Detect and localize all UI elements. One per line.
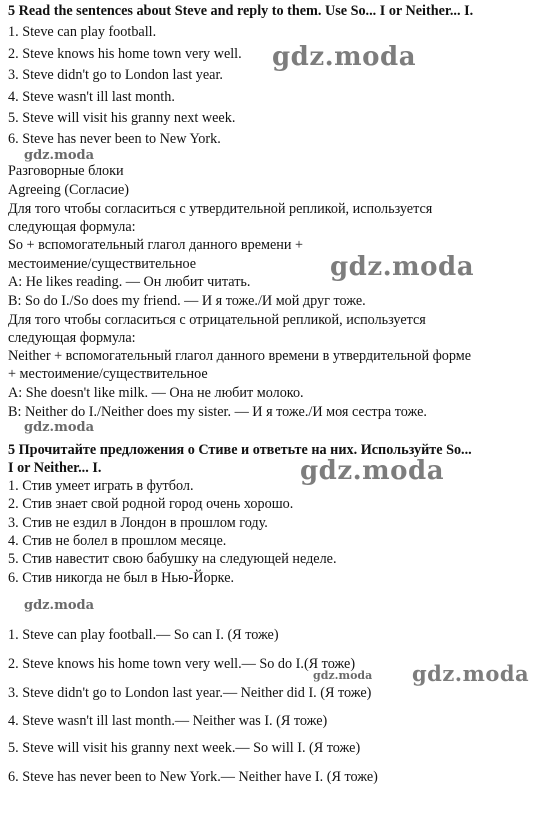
- task-heading-ru: I or Neither... I.: [8, 460, 102, 476]
- theory-text: Для того чтобы согласиться с утвердительной репликой, используется: [8, 201, 433, 217]
- task-item-ru: 6. Стив никогда не был в Нью-Йорке.: [8, 570, 235, 586]
- theory-formula: Neither + вспомогательный глагол данного времени в утвердительной форме: [8, 348, 472, 364]
- task-heading-en: 5 Read the sentences about Steve and reply to them. Use So... I or Neither... I.: [8, 3, 474, 19]
- theory-formula: местоимение/существительное: [8, 256, 197, 272]
- theory-example: A: She doesn't like milk. — Она не любит молоко.: [8, 385, 304, 401]
- task-heading-ru: 5 Прочитайте предложения о Стиве и ответьте на них. Используйте So...: [8, 442, 472, 458]
- theory-example: B: Neither do I./Neither does my sister. — И я тоже./И моя сестра тоже.: [8, 404, 427, 420]
- task-item-en: 2. Steve knows his home town very well.: [8, 46, 242, 62]
- task-item-en: 3. Steve didn't go to London last year.: [8, 67, 223, 83]
- task-item-en: 4. Steve wasn't ill last month.: [8, 89, 175, 105]
- task-item-ru: 5. Стив навестит свою бабушку на следующей неделе.: [8, 551, 337, 567]
- theory-example: B: So do I./So does my friend. — И я тоже./И мой друг тоже.: [8, 293, 366, 309]
- watermark: gdz.moda: [272, 42, 417, 72]
- task-item-ru: 2. Стив знает свой родной город очень хорошо.: [8, 496, 294, 512]
- answer-line: 6. Steve has never been to New York.— Neither have I. (Я тоже): [8, 769, 378, 785]
- task-item-ru: 3. Стив не ездил в Лондон в прошлом году.: [8, 515, 268, 531]
- watermark: gdz.moda: [313, 669, 373, 682]
- theory-formula: + местоимение/существительное: [8, 366, 208, 382]
- answer-line: 2. Steve knows his home town very well.— So do I.(Я тоже): [8, 656, 356, 672]
- theory-example: A: He likes reading. — Он любит читать.: [8, 274, 251, 290]
- answer-line: 5. Steve will visit his granny next week.— So will I. (Я тоже): [8, 740, 361, 756]
- theory-title: Разговорные блоки: [8, 163, 124, 179]
- task-item-en: 6. Steve has never been to New York.: [8, 131, 221, 147]
- answer-line: 1. Steve can play football.— So can I. (Я тоже): [8, 627, 279, 643]
- watermark: gdz.moda: [24, 148, 95, 163]
- theory-text: Для того чтобы согласиться с отрицательной репликой, используется: [8, 312, 426, 328]
- watermark: gdz.moda: [300, 456, 445, 486]
- theory-formula: So + вспомогательный глагол данного времени +: [8, 237, 304, 253]
- watermark: gdz.moda: [24, 598, 95, 613]
- theory-subtitle: Agreeing (Согласие): [8, 182, 130, 198]
- watermark: gdz.moda: [412, 661, 530, 686]
- task-item-ru: 1. Стив умеет играть в футбол.: [8, 478, 194, 494]
- answer-line: 3. Steve didn't go to London last year.— Neither did I. (Я тоже): [8, 685, 372, 701]
- watermark: gdz.moda: [330, 252, 475, 282]
- task-item-ru: 4. Стив не болел в прошлом месяце.: [8, 533, 227, 549]
- theory-text: следующая формула:: [8, 330, 136, 346]
- theory-text: следующая формула:: [8, 219, 136, 235]
- task-item-en: 5. Steve will visit his granny next week.: [8, 110, 236, 126]
- task-item-en: 1. Steve can play football.: [8, 24, 157, 40]
- answer-line: 4. Steve wasn't ill last month.— Neither was I. (Я тоже): [8, 713, 328, 729]
- watermark: gdz.moda: [24, 420, 95, 435]
